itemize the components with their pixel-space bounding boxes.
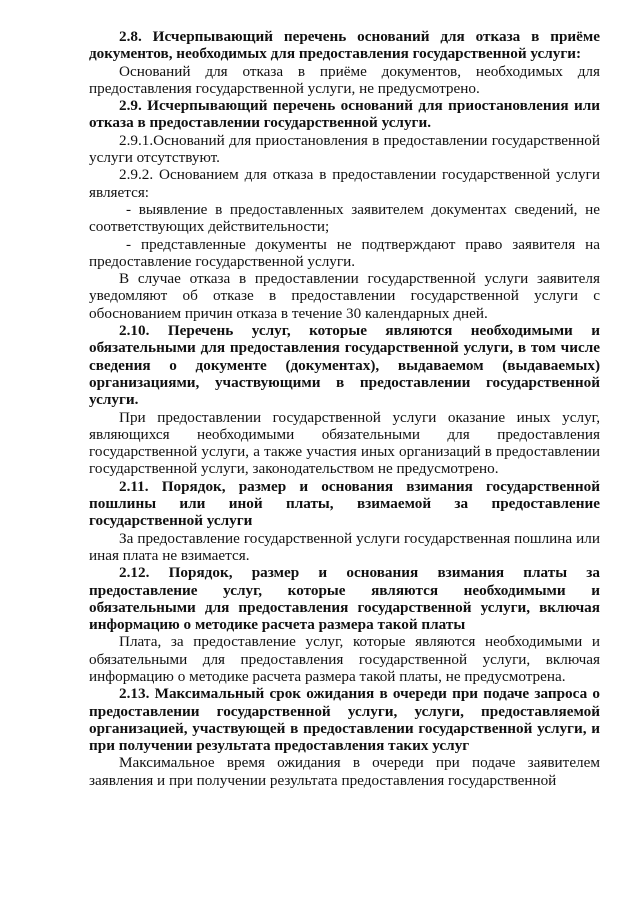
paragraph-2-11: За предоставление государственной услуги государственная пошлина или иная плата не взимается. [89, 529, 600, 564]
paragraph-2-9-2: 2.9.2. Основанием для отказа в предоставлении государственной услуги является: [89, 166, 600, 201]
paragraph-refusal-notice: В случае отказа в предоставлении государственной услуги заявителя уведомляют об отказе в предоставлении государственной услуги с обоснованием причин отказа в течение 30 календарных дней. [89, 270, 600, 322]
heading-2-13: 2.13. Максимальный срок ожидания в очереди при подаче запроса о предоставлении государственной услуги, услуги, предоставляемой организацией, участвующей в предоставлении государственной услуги, и при получении результата предоставления таких услуг [89, 685, 600, 755]
heading-2-11: 2.11. Порядок, размер и основания взимания государственной пошлины или иной платы, взимаемой за предоставление государственной услуги [89, 477, 600, 530]
heading-2-8: 2.8. Исчерпывающий перечень оснований для отказа в приёме документов, необходимых для предоставления государственной услуги: [89, 28, 600, 63]
paragraph-2-9-1: 2.9.1.Оснований для приостановления в предоставлении государственной услуги отсутствуют. [89, 131, 600, 167]
heading-2-9: 2.9. Исчерпывающий перечень оснований для приостановления или отказа в предоставлении государственной услуги. [89, 97, 600, 132]
list-item-refusal-2: - представленные документы не подтверждают право заявителя на предоставление государственной услуги. [89, 235, 600, 270]
paragraph-2-8: Оснований для отказа в приёме документов, необходимых для предоставления государственной услуги, не предусмотрено. [89, 62, 600, 97]
list-item-refusal-1: - выявление в предоставленных заявителем документах сведений, не соответствующих действительности; [89, 200, 600, 236]
heading-2-10: 2.10. Перечень услуг, которые являются необходимыми и обязательными для предоставления государственной услуги, в том числе сведения о документе (документах), выдаваемом (выдаваемых) организациями, участвующими в предоставлении государственной услуги. [89, 322, 600, 409]
paragraph-2-13: Максимальное время ожидания в очереди при подаче заявителем заявления и при получении результата предоставления государственной [89, 754, 600, 789]
paragraph-2-12: Плата, за предоставление услуг, которые являются необходимыми и обязательными для предоставления государственной услуги, включая информацию о методике расчета размера такой платы, не предусмотрена. [89, 633, 600, 685]
heading-2-12: 2.12. Порядок, размер и основания взимания платы за предоставление услуг, которые являются необходимыми и обязательными для предоставления государственной услуги, включая информацию о методике расчета размера такой платы [89, 564, 600, 634]
paragraph-2-10: При предоставлении государственной услуги оказание иных услуг, являющихся необходимыми обязательными для предоставления государственной услуги, а также участия иных организаций в предоставлении государственной услуги, законодательством не предусмотрено. [89, 408, 600, 478]
